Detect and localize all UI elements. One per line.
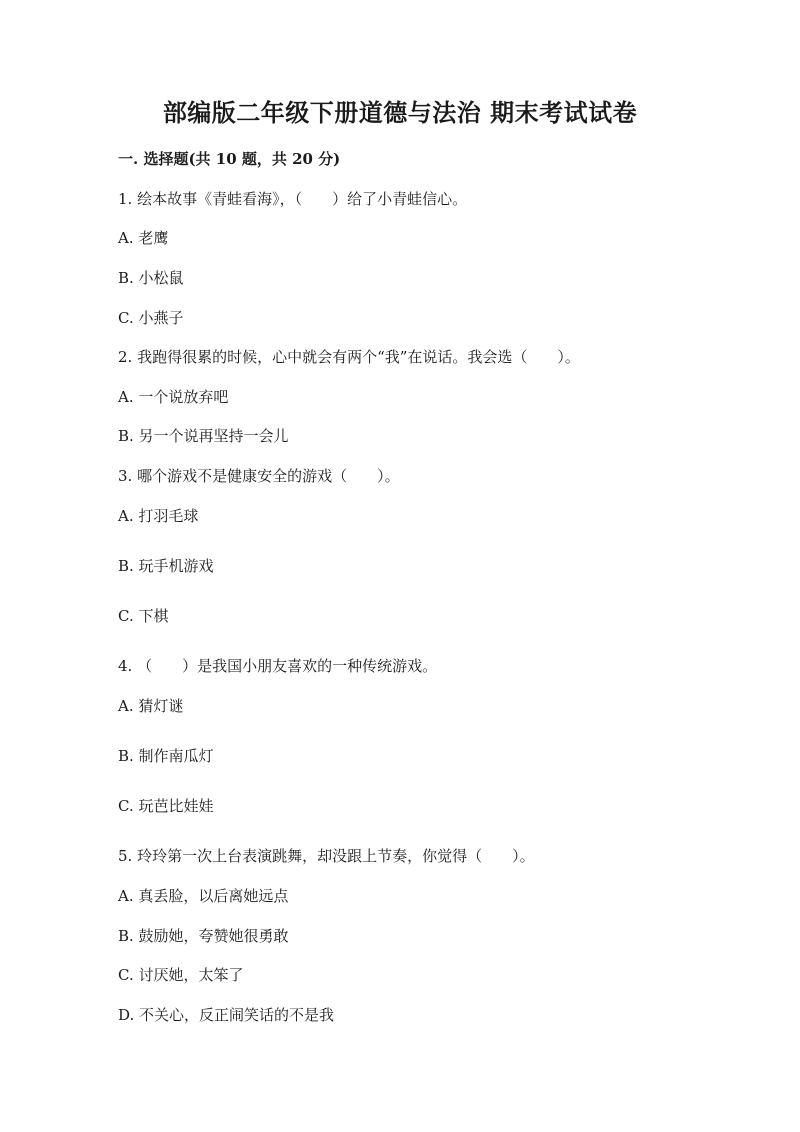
section-heading: 一. 选择题(共 10 题，共 20 分)	[118, 150, 341, 168]
question-2-option-b: B. 另一个说再坚持一会儿	[118, 427, 289, 445]
question-4-option-a: A. 猜灯谜	[118, 697, 184, 715]
question-4-option-c: C. 玩芭比娃娃	[118, 797, 214, 815]
question-3-option-a: A. 打羽毛球	[118, 507, 199, 525]
question-2-stem: 2. 我跑得很累的时候，心中就会有两个“我”在说话。我会选（ ）。	[118, 348, 580, 366]
question-4-option-b: B. 制作南瓜灯	[118, 747, 214, 765]
question-1-option-c: C. 小燕子	[118, 309, 184, 327]
question-5-stem: 5. 玲玲第一次上台表演跳舞，却没跟上节奏，你觉得（ ）。	[118, 847, 535, 865]
question-3-option-c: C. 下棋	[118, 607, 169, 625]
question-5-option-d: D. 不关心，反正闹笑话的不是我	[118, 1006, 335, 1024]
exam-title: 部编版二年级下册道德与法治 期末考试试卷	[162, 98, 638, 127]
question-2-option-a: A. 一个说放弃吧	[118, 388, 229, 406]
question-1-option-a: A. 老鹰	[118, 229, 169, 247]
question-3-option-b: B. 玩手机游戏	[118, 557, 214, 575]
question-5-option-a: A. 真丢脸，以后离她远点	[118, 887, 289, 905]
question-1-option-b: B. 小松鼠	[118, 269, 184, 287]
question-5-option-b: B. 鼓励她，夸赞她很勇敢	[118, 927, 289, 945]
question-5-option-c: C. 讨厌她，太笨了	[118, 966, 244, 984]
question-3-stem: 3. 哪个游戏不是健康安全的游戏（ ）。	[118, 467, 400, 485]
question-4-stem: 4. （ ）是我国小朋友喜欢的一种传统游戏。	[118, 657, 438, 675]
question-1-stem: 1. 绘本故事《青蛙看海》，（ ）给了小青蛙信心。	[118, 190, 468, 208]
